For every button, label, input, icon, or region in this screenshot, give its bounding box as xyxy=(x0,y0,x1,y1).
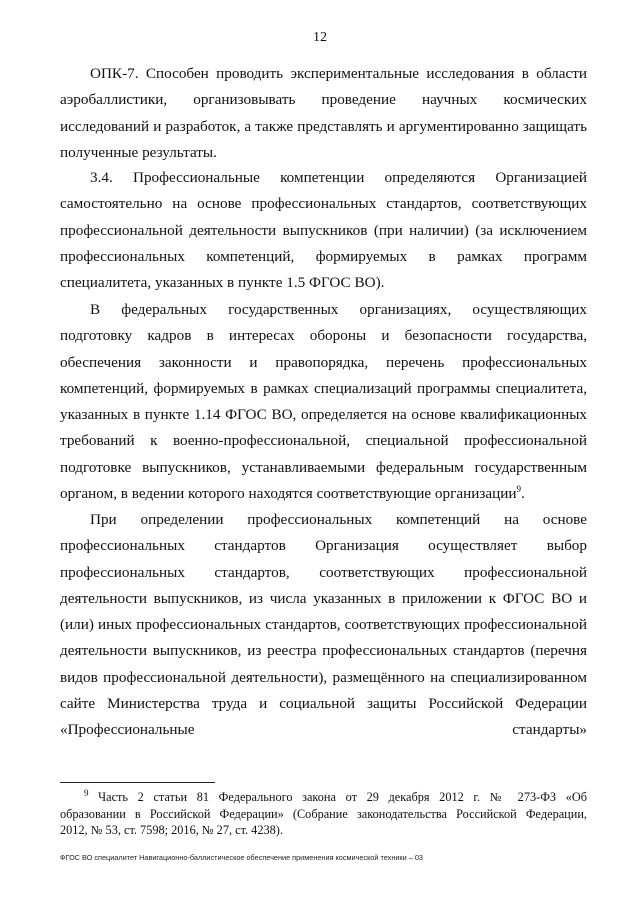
footnote-line: образовании в Российской Федерации» (Собрание законодательства Российской Федерации, xyxy=(60,806,587,821)
text-line: специалитета, указанных в пункте 1.5 ФГОС ВО). xyxy=(60,274,385,292)
footnote-line xyxy=(60,789,587,806)
paragraph-3-4 xyxy=(60,165,587,296)
footnote-divider xyxy=(60,782,215,783)
page-number: 12 xyxy=(313,30,327,45)
text-line-with-footnote xyxy=(60,481,587,507)
text-line: В федеральных государственных организациях, осуществляющих xyxy=(90,301,587,318)
text-line: 3.4. Профессиональные компетенции определяются Организацией xyxy=(90,169,587,186)
text-line: на специализированном сайте Министерства труда и социальной защиты xyxy=(60,668,588,713)
text-line: указанных в пункте 1.14 ФГОС ВО, определяется на основе квалификационных xyxy=(60,406,587,424)
text-line: профессиональной деятельности выпускников (при наличии) (за исключением xyxy=(60,221,587,239)
page-footer: ФГОС ВО специалитет Навигационно-баллистическое обеспечение применения космической техники – 03 xyxy=(60,853,423,862)
footnote-line: 2012, № 53, ст. 7598; 2016, № 27, ст. 4238). xyxy=(60,823,283,837)
text-line: подготовке выпускников, устанавливаемыми федеральным государственным xyxy=(60,458,587,476)
footnote xyxy=(60,789,587,839)
text-line: подготовку кадров в интересах обороны и безопасности государства, xyxy=(60,327,587,345)
paragraph-federal-organizations xyxy=(60,297,587,507)
text-line: и (или) иных профессиональных стандартов, соответствующих xyxy=(60,589,587,634)
text-line: самостоятельно на основе профессиональных стандартов, соответствующих xyxy=(60,195,587,213)
text-line: профессиональной деятельности выпускников, из реестра профессиональных xyxy=(60,616,587,660)
text-line: органом, в ведении которого находятся соответствующие организации xyxy=(60,485,517,503)
text-line: аэробаллистики, организовывать проведение научных космических xyxy=(60,91,587,109)
paragraph-opk7 xyxy=(60,61,587,166)
footnote-mark: 9 xyxy=(84,787,89,798)
text-line: полученные результаты. xyxy=(60,143,217,161)
footnote-reference[interactable]: 9 xyxy=(516,484,521,495)
text-line: профессиональных стандартов, соответствующих профессиональной xyxy=(60,563,587,581)
text-line: При определении профессиональных компетенций на основе xyxy=(90,511,587,528)
footnote-text: Часть 2 статьи 81 Федерального закона от 29 декабря 2012 г. № 273-ФЗ «Об xyxy=(98,790,588,804)
text-line: деятельности выпускников, из числа указанных в приложении к ФГОС ВО xyxy=(60,589,573,607)
paragraph-professional-standards xyxy=(60,507,587,744)
text-line: исследований и разработок, а также представлять и аргументированно защищать xyxy=(60,117,587,135)
text-line: профессиональных компетенций, формируемых в рамках программ xyxy=(60,247,587,265)
text-line: ОПК-7. Способен проводить экспериментальные исследования в области xyxy=(90,65,587,82)
text-line: стандартов (перечня видов профессиональной деятельности), размещённого xyxy=(60,642,587,686)
text-line: обеспечения законности и правопорядка, перечень профессиональных xyxy=(60,353,587,371)
text-line: компетенций, формируемых в рамках специализаций программы специалитета, xyxy=(60,379,587,397)
text-line: требований к военно-профессиональной, специальной профессиональной xyxy=(60,432,587,450)
text-line: профессиональных стандартов Организация осуществляет выбор xyxy=(60,537,587,555)
text-line: Российской Федерации «Профессиональные стандарты» xyxy=(60,695,587,739)
period: . xyxy=(520,485,525,503)
